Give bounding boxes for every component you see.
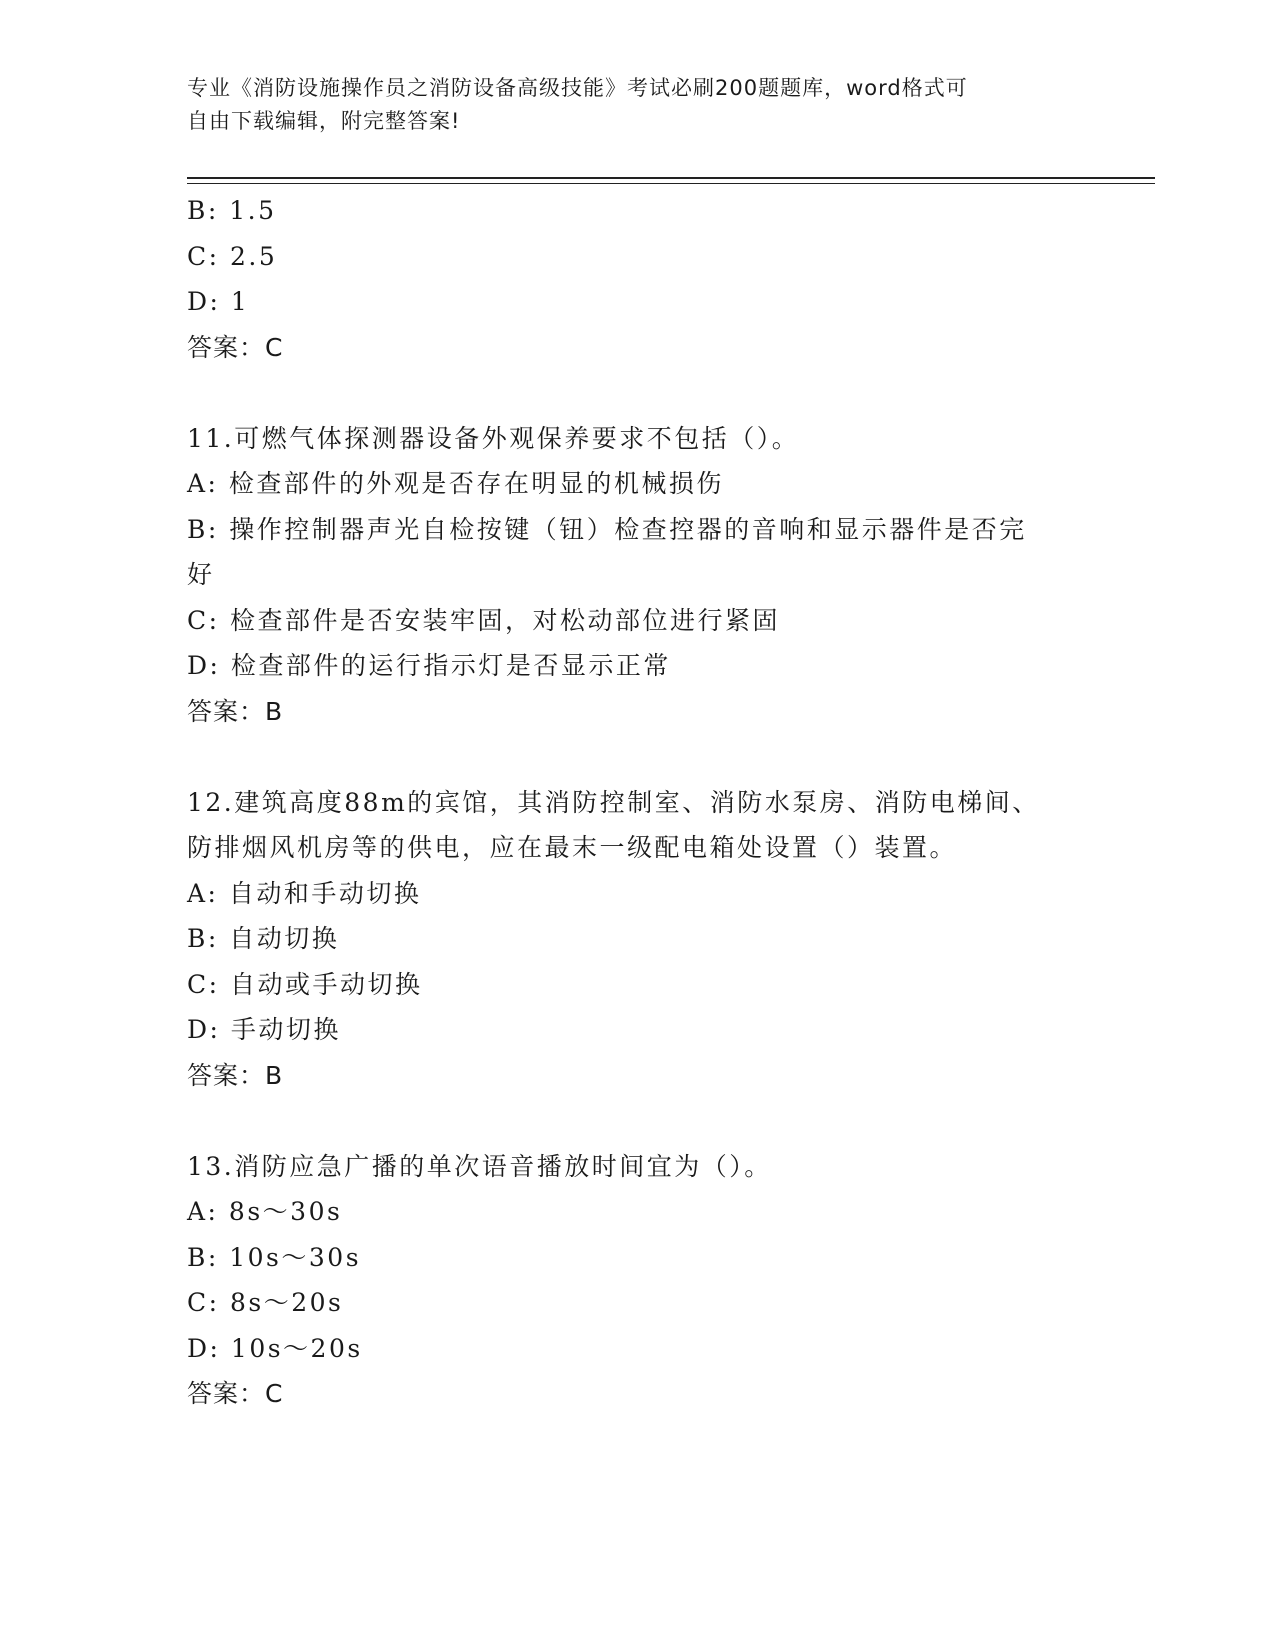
option-d: D: 手动切换 [187, 1015, 341, 1044]
option-d: D: 1 [187, 287, 250, 316]
question-10-continued [187, 188, 1087, 370]
option-b: B: 1.5 [187, 196, 277, 225]
option-d: D: 检查部件的运行指示灯是否显示正常 [187, 651, 671, 680]
question-stem: 11.可燃气体探测器设备外观保养要求不包括（）。 [187, 423, 800, 453]
answer-line: 答案：B [187, 1060, 284, 1090]
question-stem-continued: 防排烟风机房等的供电，应在最末一级配电箱处设置（）装置。 [187, 833, 958, 862]
question-12 [187, 780, 1087, 1099]
header-title-line-2: 自由下载编辑，附完整答案! [187, 109, 461, 133]
option-a: A: 8s～30s [187, 1197, 343, 1226]
option-c: C: 2.5 [187, 241, 278, 271]
option-c: C: 检查部件是否安装牢固，对松动部位进行紧固 [187, 605, 780, 635]
document-body [187, 188, 1087, 1417]
option-b: B: 10s～30s [187, 1242, 362, 1272]
option-a: A: 检查部件的外观是否存在明显的机械损伤 [187, 469, 724, 498]
option-c: C: 8s～20s [187, 1288, 344, 1317]
answer-line: 答案：C [187, 332, 284, 362]
option-b-continued: 好 [187, 560, 215, 589]
option-b: B: 自动切换 [187, 924, 340, 953]
answer-line: 答案：B [187, 696, 284, 726]
spacer [187, 1098, 1087, 1144]
question-11 [187, 416, 1087, 735]
header-divider-thin [187, 183, 1155, 184]
question-stem: 13.消防应急广播的单次语音播放时间宜为（）。 [187, 1151, 772, 1181]
option-c: C: 自动或手动切换 [187, 969, 423, 999]
header-divider-thick [187, 177, 1155, 179]
question-stem: 12.建筑高度88m的宾馆，其消防控制室、消防水泵房、消防电梯间、 [187, 787, 1040, 817]
header-title-line-1: 专业《消防设施操作员之消防设备高级技能》考试必刷200题题库，word格式可 [187, 76, 968, 100]
page-header [187, 72, 1067, 138]
spacer [187, 734, 1087, 780]
spacer [187, 370, 1087, 416]
option-d: D: 10s～20s [187, 1333, 363, 1363]
option-b: B: 操作控制器声光自检按键（钮）检查控器的音响和显示器件是否完 [187, 514, 1027, 544]
question-13 [187, 1144, 1087, 1417]
answer-line: 答案：C [187, 1379, 284, 1408]
option-a: A: 自动和手动切换 [187, 878, 422, 908]
